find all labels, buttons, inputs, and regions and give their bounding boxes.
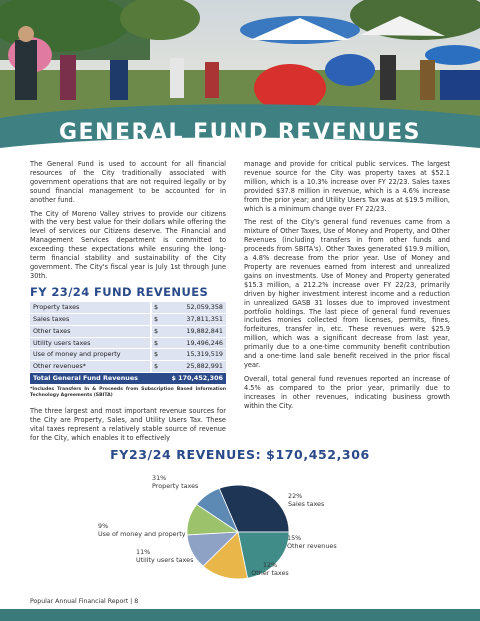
slice-category-label: Other revenues xyxy=(287,542,337,550)
row-currency: $ xyxy=(152,361,164,372)
table-title: FY 23/24 FUND REVENUES xyxy=(30,284,209,299)
table-footnote: *Includes Transfers In & Proceeds from Subscription Based Information Technology Agreements (SBITA) xyxy=(30,387,226,399)
table-row xyxy=(30,314,226,325)
paragraph-largest-sources: The three largest and most important revenue sources for the City are Property, Sales, and Utility Users Tax. These vital taxes represent a relatively stable source of revenue for the City, which enables it to effectively xyxy=(30,407,226,442)
row-amount: 37,811,351 xyxy=(164,314,226,325)
total-label: Total General Fund Revenues xyxy=(30,373,150,384)
slice-percent-label: 11% xyxy=(136,548,151,556)
slice-percent-label: 12% xyxy=(262,561,278,569)
right-column xyxy=(244,160,450,415)
row-label: Sales taxes xyxy=(30,314,150,325)
total-amount: $ 170,452,306 xyxy=(152,373,226,384)
row-currency: $ xyxy=(152,349,164,360)
row-currency: $ xyxy=(152,302,164,313)
table-row xyxy=(30,361,226,372)
paragraph-other-revenues: The rest of the City's general fund revenues came from a mixture of Other Taxes, Use of Money and Property, and Other Revenues (including transfers in from other funds and proceeds from SBITA's). Other Taxes generated $19.9 million, a 4.8% decrease from the prior year. Use of Money and Property are revenues earned from interest and unrealized gains on investments. Use of Money and Property generated $15.3 million, a 212.2% increase over FY 22/23, primarily driven by higher investment interest income and a reduction in unrealized GASB 31 losses due to improved investment portfolio holdings. The last piece of general fund revenues includes monies collected from licenses, permits, fines, forfeitures, transfer in, etc. These revenues were $25.9 million, which was a significant decrease from last year, primarily due to a one-time community benefit contribution and a one-time land sale benefit received in the prior fiscal year. xyxy=(244,218,450,369)
paragraph-overall: Overall, total general fund revenues reported an increase of 4.5% as compared to the prior year, primarily due to increases in other revenues, indicating business growth within the City. xyxy=(244,374,450,410)
row-amount: 25,882,991 xyxy=(164,361,226,372)
chart-title: FY23/24 REVENUES: $170,452,306 xyxy=(110,447,370,462)
slice-category-label: Utility users taxes xyxy=(136,556,194,564)
table-row xyxy=(30,338,226,349)
row-amount: 15,319,519 xyxy=(164,349,226,360)
footer-bar xyxy=(0,609,480,621)
row-amount: 19,496,246 xyxy=(164,338,226,349)
slice-category-label: Sales taxes xyxy=(288,500,325,508)
slice-percent-label: 15% xyxy=(287,534,302,542)
slice-percent-label: 22% xyxy=(288,492,303,500)
left-column xyxy=(30,160,226,448)
row-label: Property taxes xyxy=(30,302,150,313)
row-currency: $ xyxy=(152,314,164,325)
slice-category-label: Property taxes xyxy=(152,482,199,490)
row-label: Other taxes xyxy=(30,326,150,337)
table-total-row xyxy=(30,373,226,384)
revenue-pie-chart xyxy=(0,468,480,596)
paragraph-general-fund: The General Fund is used to account for all financial resources of the City traditionally associated with government operations that are not required legally or by sound financial management to be accounted for in another fund. xyxy=(30,160,226,204)
slice-percent-label: 31% xyxy=(152,474,167,482)
row-label: Use of money and property xyxy=(30,349,150,360)
table-row xyxy=(30,326,226,337)
slice-category-label: Use of money and property xyxy=(98,530,186,538)
row-label: Utility users taxes xyxy=(30,338,150,349)
table-row xyxy=(30,349,226,360)
paragraph-largest-revenue: manage and provide for critical public services. The largest revenue source for the City was property taxes at $52.1 million, which is a 10.3% increase over FY 22/23. Sales taxes provided $37.8 million in revenue, which is a 4.6% increase from the prior year; and Utility Users Tax was at $19.5 million, which is a minimum change over FY 22/23. xyxy=(244,160,450,213)
slice-percent-label: 9% xyxy=(98,522,109,530)
row-currency: $ xyxy=(152,338,164,349)
slice-category-label: Other taxes xyxy=(251,569,289,577)
table-row xyxy=(30,302,226,313)
row-amount: 52,059,358 xyxy=(164,302,226,313)
row-currency: $ xyxy=(152,326,164,337)
row-amount: 19,882,841 xyxy=(164,326,226,337)
page-title: GENERAL FUND REVENUES xyxy=(58,120,422,145)
row-label: Other revenues* xyxy=(30,361,150,372)
footer-text: Popular Annual Financial Report | 8 xyxy=(30,598,139,605)
fund-revenues-table xyxy=(30,301,226,385)
paragraph-city-value: The City of Moreno Valley strives to provide our citizens with the very best value for their dollars while offering the level of services our Citizens deserve. The Financial and Management Services department is committed to exceeding these expectations while ensuring the long-term financial stability and sustainability of the City government. The City's fiscal year is July 1st through June 30th. xyxy=(30,209,226,280)
